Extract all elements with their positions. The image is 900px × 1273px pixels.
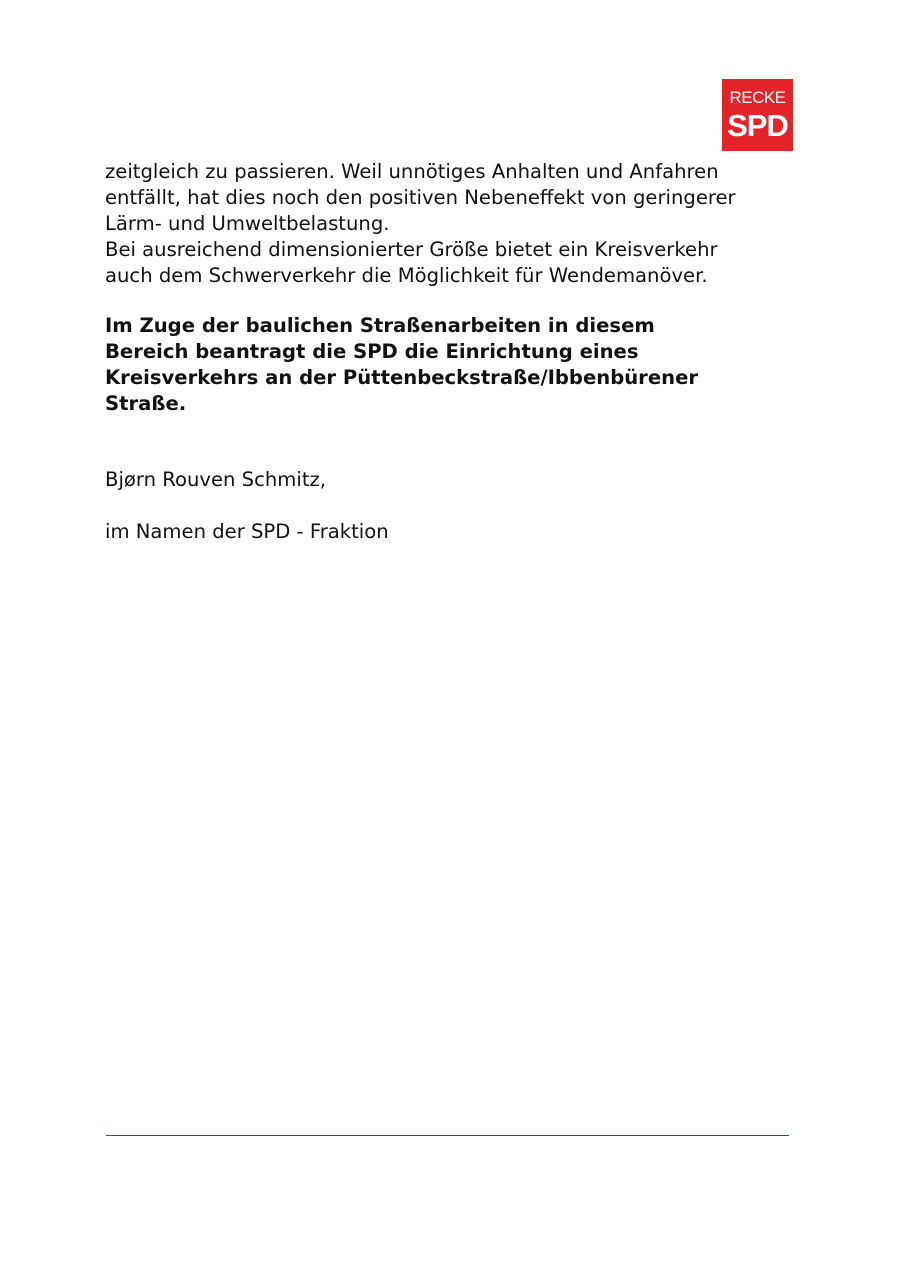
body-line: entfällt, hat dies noch den positiven Nebeneffekt von geringerer bbox=[105, 186, 736, 209]
motion-paragraph bbox=[105, 313, 805, 417]
signature-faction: im Namen der SPD - Fraktion bbox=[105, 520, 389, 543]
logo-text-recke: RECKE bbox=[729, 88, 786, 107]
spd-recke-logo bbox=[722, 79, 793, 151]
body-line: Lärm- und Umweltbelastung. bbox=[105, 212, 390, 235]
motion-line: Kreisverkehrs an der Püttenbeckstraße/Ibbenbürener bbox=[105, 366, 699, 389]
footer-divider bbox=[106, 1135, 789, 1136]
motion-line: Straße. bbox=[105, 392, 187, 415]
body-line: zeitgleich zu passieren. Weil unnötiges Anhalten und Anfahren bbox=[105, 160, 719, 183]
body-line: auch dem Schwerverkehr die Möglichkeit für Wendemanöver. bbox=[105, 264, 708, 287]
body-paragraph bbox=[105, 159, 805, 289]
body-line: Bei ausreichend dimensionierter Größe bietet ein Kreisverkehr bbox=[105, 238, 718, 261]
logo-text-spd: SPD bbox=[727, 108, 788, 143]
signature-name: Bjørn Rouven Schmitz, bbox=[105, 468, 327, 491]
motion-line: Im Zuge der baulichen Straßenarbeiten in diesem bbox=[105, 314, 655, 337]
motion-line: Bereich beantragt die SPD die Einrichtung eines bbox=[105, 340, 639, 363]
